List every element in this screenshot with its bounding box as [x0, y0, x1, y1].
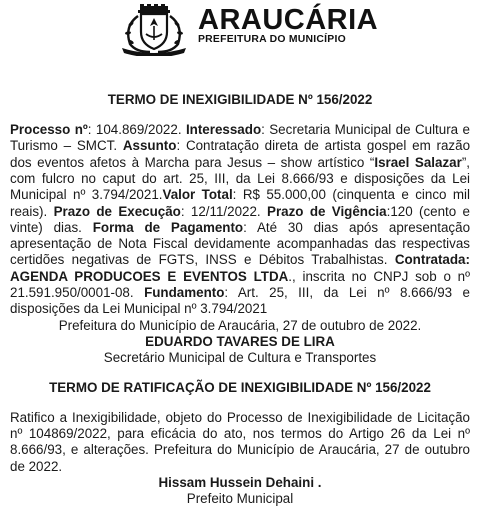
artist-name: Israel Salazar	[374, 154, 462, 170]
valor-value: : R$ 55.000,00 (cinquenta e cinco mil reais).	[10, 187, 470, 219]
brand-subtitle: PREFEITURA DO MUNICÍPIO	[198, 34, 346, 45]
processo-value: : 104.869/2022.	[87, 122, 182, 138]
assunto-label: Assunto	[122, 138, 177, 154]
assunto-value-pre: : Contratação direta de artista gospel em razão dos eventos afetos à Marcha para Jesus – show artístico “	[10, 138, 471, 170]
pagamento-label: Forma de Pagamento	[92, 219, 244, 235]
interessado-value: : Secretaria Municipal de Cultura e Turismo – SMCT.	[10, 122, 470, 154]
brand	[198, 5, 378, 46]
term1-title: TERMO DE INEXIGIBILIDADE Nº 156/2022	[107, 92, 373, 108]
contratada-label: Contratada	[394, 252, 466, 268]
prazo-execucao-label: Prazo de Execução	[53, 203, 181, 219]
processo-label: Processo nº	[10, 122, 88, 138]
prazo-vigencia-value: :120 (cento e vinte) dias.	[10, 203, 471, 235]
contratada-value: ., inscrita no CNPJ sob o nº 21.591.950/0001-08.	[10, 268, 470, 301]
fundamento-value: : Art. 25, III, da Lei nº 8.666/93 e disposições da Lei Municipal nº 3.794/2021	[10, 285, 470, 317]
term2-title: TERMO DE RATIFICAÇÃO DE INEXIGIBILIDADE Nº 156/2022	[49, 379, 431, 395]
notice-body	[10, 79, 470, 507]
prazo-vigencia-label: Prazo de Vigência	[267, 203, 387, 219]
term2-signer-role: Prefeito Municipal	[186, 491, 294, 507]
term2-paragraph: Ratifico a Inexigibilidade, objeto do Processo de Inexigibilidade de Licitação nº 104869/2022, para eficácia do ato, nos termos do Artigo 26 da Lei nº 8.666/93, e alterações. Prefeitura do Município de Araucária, 27 de outubro de 2022.	[10, 409, 470, 474]
pagamento-value: : Até 30 dias após apresentação apresentação de Nota Fiscal devidamente acompanhadas das respectivas certidões negativas de FGTS, INSS e Débitos Trabalhistas	[10, 219, 471, 268]
coat-of-arms-logo	[114, 4, 194, 56]
term1-place-date: Prefeitura do Município de Araucária, 27 de outubro de 2022.	[58, 317, 422, 333]
term1-signer-name: EDUARDO TAVARES DE LIRA	[145, 333, 335, 349]
valor-label: Valor Total	[162, 187, 233, 203]
fundamento-label: Fundamento	[144, 285, 225, 301]
brand-name: ARAUCÁRIA	[198, 4, 379, 36]
prazo-execucao-value: : 12/11/2022.	[180, 203, 261, 219]
term2-signer-name: Hissam Hussein Dehaini .	[158, 474, 322, 490]
term1-signer-role: Secretário Municipal de Cultura e Transportes	[103, 350, 377, 366]
contratada-name: : AGENDA PRODUCOES E EVENTOS LTDA	[10, 252, 470, 284]
interessado-label: Interessado	[185, 122, 262, 138]
assunto-value-post: ”, com fulcro no caput do art. 25, III, da Lei 8.666/93 e disposições da Lei Municipal nº 3.794/2021.	[10, 154, 470, 203]
term1-paragraph: Processo nº: 104.869/2022. Interessado: Secretaria Municipal de Cultura e Turismo – SMCT. Assunto: Contratação direta de artista gospel em razão dos eventos afetos à Marcha para Jesus – show artístico “Israel Salazar”, com fulcro no caput do art. 25, III, da Lei 8.666/93 e disposições da Lei Municipal nº 3.794/2021.Valor Total: R$ 55.000,00 (cinquenta e cinco mil reais). Prazo de Execução: 12/11/2022. Prazo de Vigência:120 (cento e vinte) dias. Forma de Pagamento: Até 30 dias após apresentação apresentação de Nota Fiscal devidamente acompanhadas das respectivas certidões negativas de FGTS, INSS e Débitos Trabalhistas. Contratada: AGENDA PRODUCOES E EVENTOS LTDA., inscrita no CNPJ sob o nº 21.591.950/0001-08. Fundamento: Art. 25, III, da Lei nº 8.666/93 e disposições da Lei Municipal nº 3.794/2021	[10, 122, 471, 317]
header	[0, 0, 478, 58]
